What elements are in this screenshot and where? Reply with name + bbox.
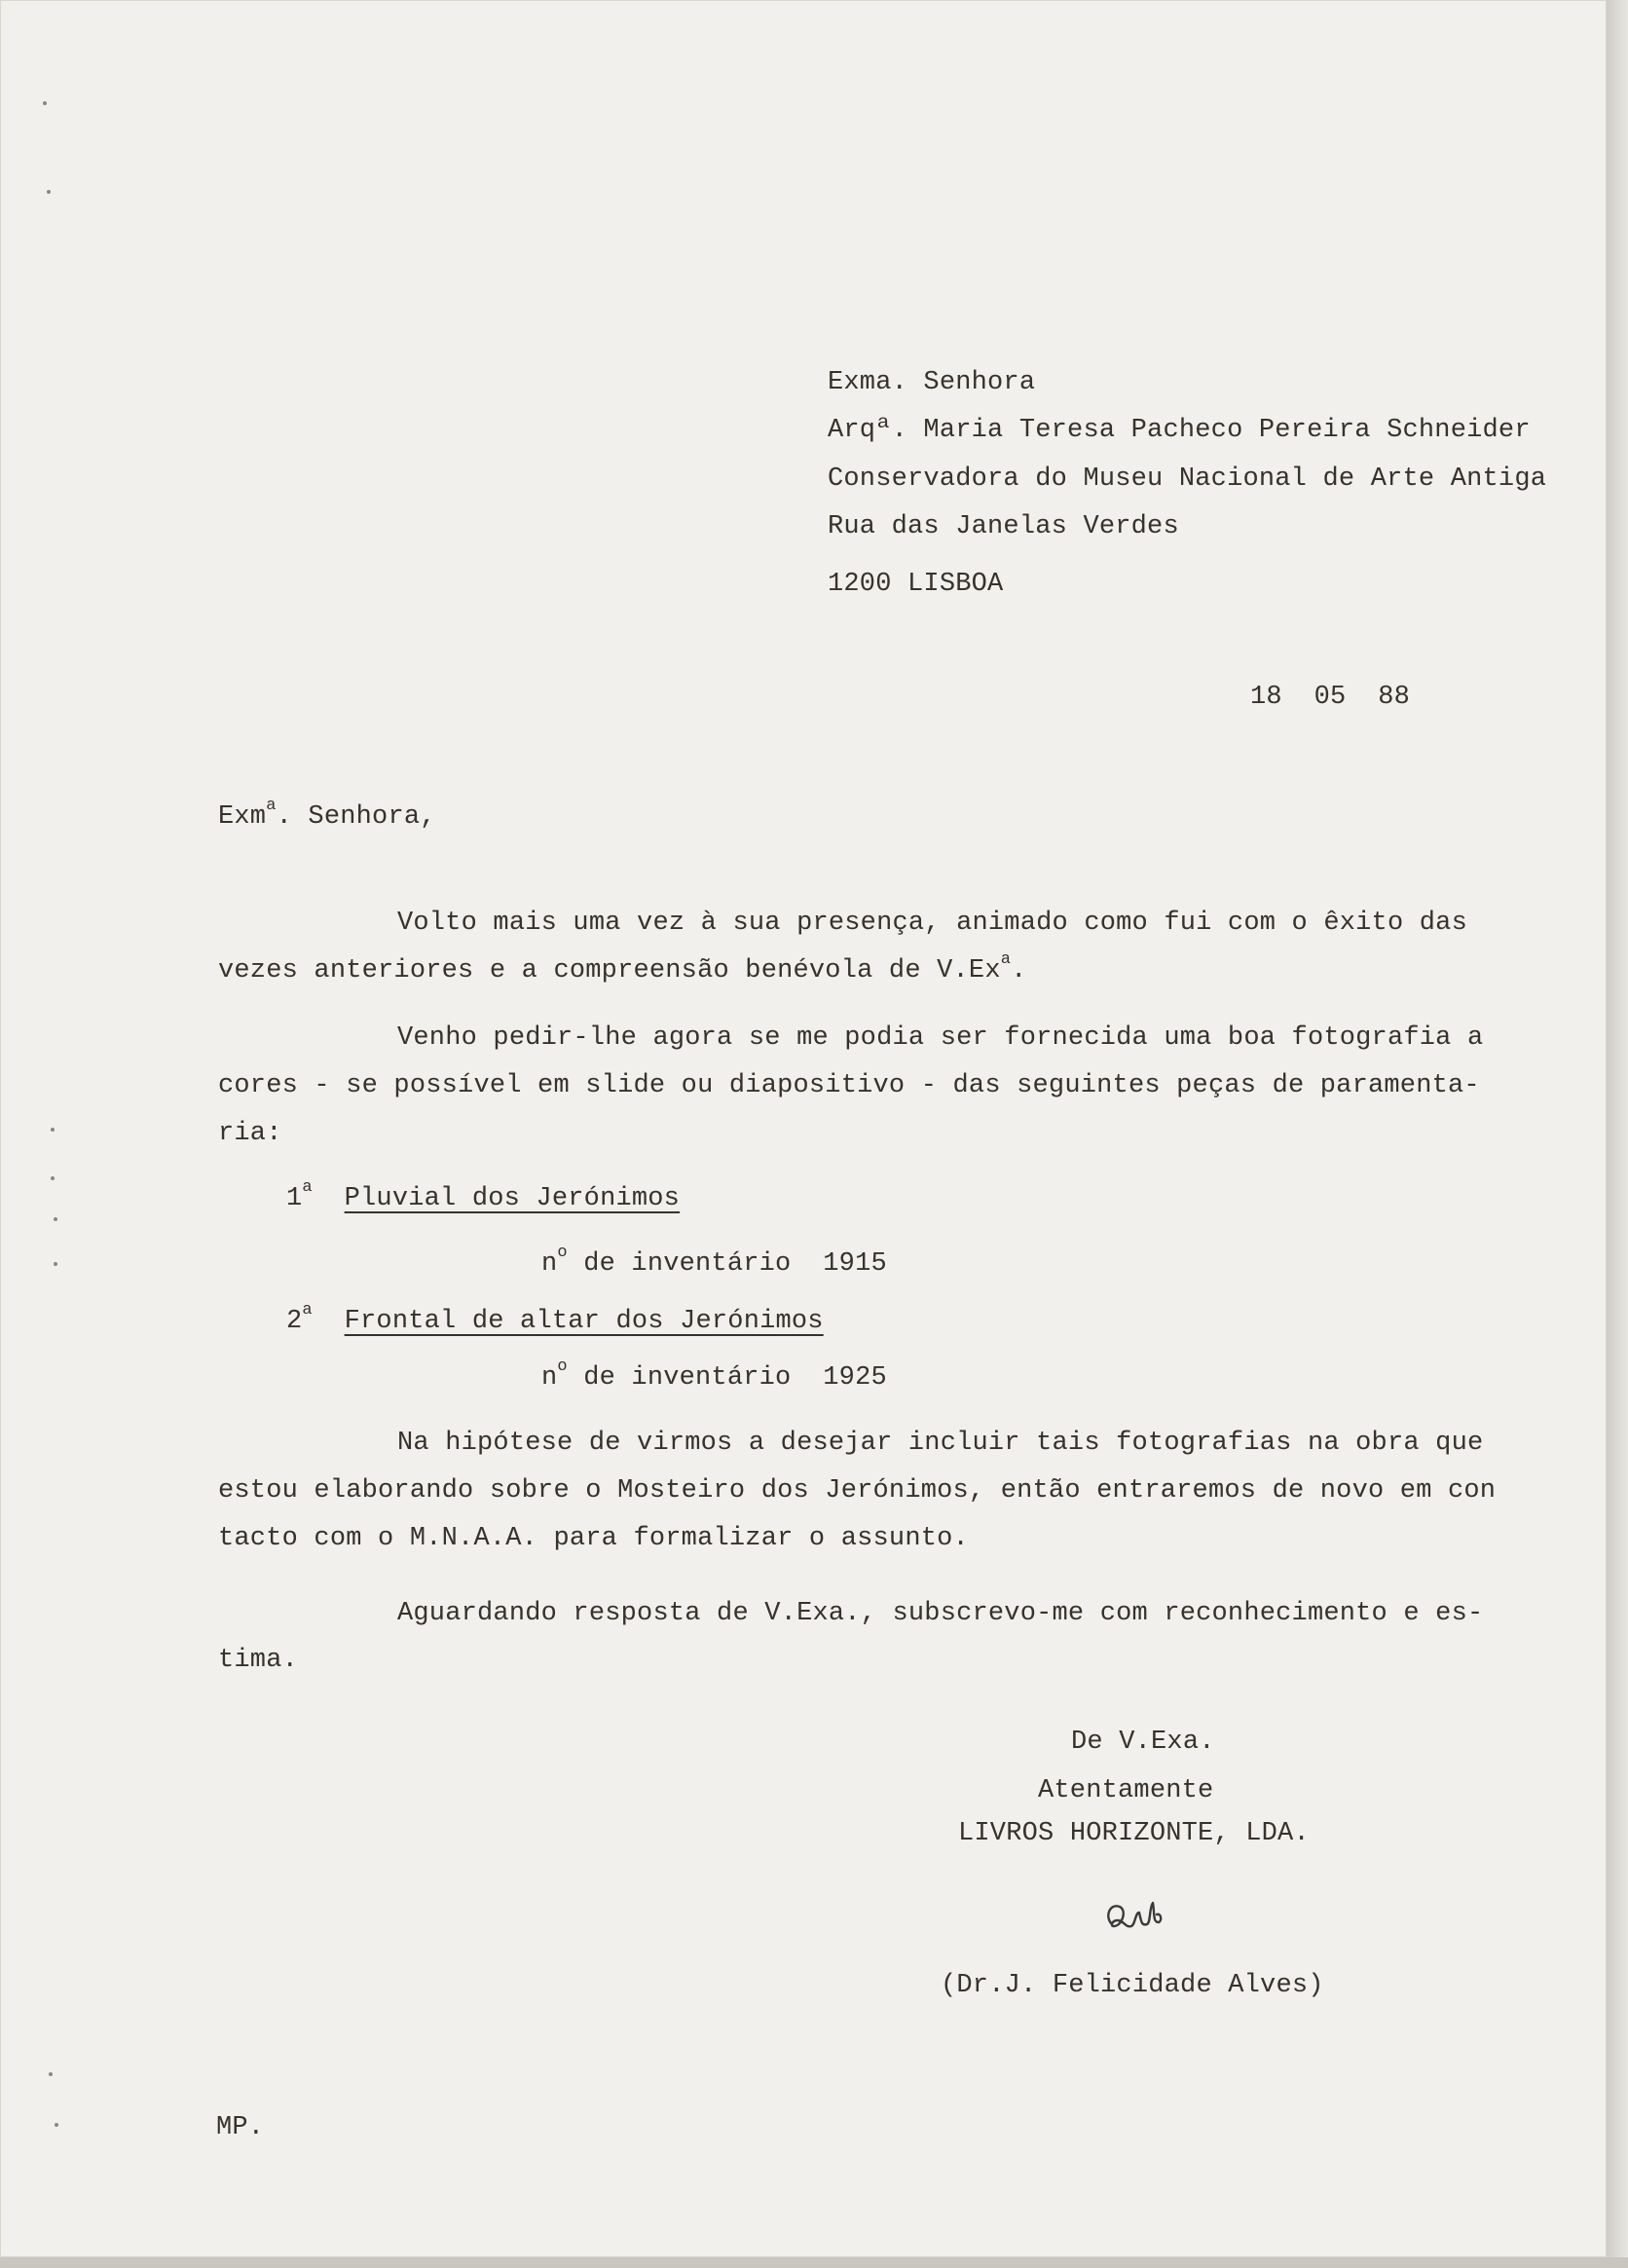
paragraph-2-line-2: cores - se possível em slide ou diapositivo - das seguintes peças de paramenta-	[218, 1071, 1480, 1100]
paragraph-1-line-1: Volto mais uma vez à sua presença, animado como fui com o êxito das	[397, 909, 1467, 938]
paragraph-2-line-3: ria:	[218, 1119, 282, 1148]
margin-speck	[47, 190, 51, 194]
recipient-line-1: Exma. Senhora	[828, 368, 1036, 397]
closing-line-2: Atentamente	[1038, 1776, 1214, 1805]
margin-speck	[51, 1128, 55, 1132]
salutation: Exm$^a$. Senhora,	[218, 797, 436, 832]
paragraph-2-line-1: Venho pedir-lhe agora se me podia ser fornecida uma boa fotografia a	[397, 1023, 1484, 1053]
signatory-name: (Dr.J. Felicidade Alves)	[941, 1971, 1324, 2000]
paragraph-1-line-2: vezes anteriores e a compreensão benévola de V.Ex$^a$.	[218, 950, 1027, 985]
paragraph-3-line-2: estou elaborando sobre o Mosteiro dos Jerónimos, então entraremos de novo em con	[218, 1476, 1497, 1506]
item-1-inventory: $n^o$ de inventário 1915	[541, 1244, 887, 1279]
item-2-inventory: $n^o$ de inventário 1925	[541, 1357, 887, 1393]
paragraph-3-line-3: tacto com o M.N.A.A. para formalizar o assunto.	[218, 1524, 969, 1553]
recipient-line-3: Conservadora do Museu Nacional de Arte Antiga	[828, 465, 1547, 494]
paragraph-3-line-1: Na hipótese de virmos a desejar incluir tais fotografias na obra que	[397, 1429, 1484, 1458]
handwritten-signature	[1098, 1891, 1176, 1950]
recipient-line-4: Rua das Janelas Verdes	[828, 512, 1179, 541]
closing-company: LIVROS HORIZONTE, LDA.	[958, 1819, 1310, 1848]
closing-line-1: De V.Exa.	[1071, 1728, 1215, 1757]
margin-speck	[54, 1217, 57, 1221]
paragraph-4-line-2: tima.	[218, 1646, 299, 1675]
margin-speck	[51, 1176, 55, 1180]
margin-speck	[49, 2072, 53, 2076]
page-bottom-edge	[0, 2257, 1628, 2268]
margin-speck	[54, 1262, 57, 1266]
letter-date: 18 05 88	[1250, 683, 1411, 712]
reference-initials: MP.	[216, 2113, 265, 2142]
page-edge	[1607, 0, 1628, 2268]
margin-speck	[43, 101, 47, 105]
margin-speck	[55, 2123, 58, 2127]
paragraph-4-line-1: Aguardando resposta de V.Exa., subscrevo-me com reconhecimento e es-	[397, 1599, 1484, 1628]
item-2-title: Frontal de altar dos Jerónimos	[344, 1307, 824, 1336]
item-1-heading: 1$^a$ Pluvial dos Jerónimos	[286, 1178, 681, 1213]
recipient-line-2: Arqª. Maria Teresa Pacheco Pereira Schneider	[828, 416, 1531, 445]
recipient-line-5: 1200 LISBOA	[828, 570, 1004, 599]
item-2-heading: 2$^a$ Frontal de altar dos Jerónimos	[286, 1301, 824, 1336]
item-1-title: Pluvial dos Jerónimos	[344, 1184, 681, 1213]
